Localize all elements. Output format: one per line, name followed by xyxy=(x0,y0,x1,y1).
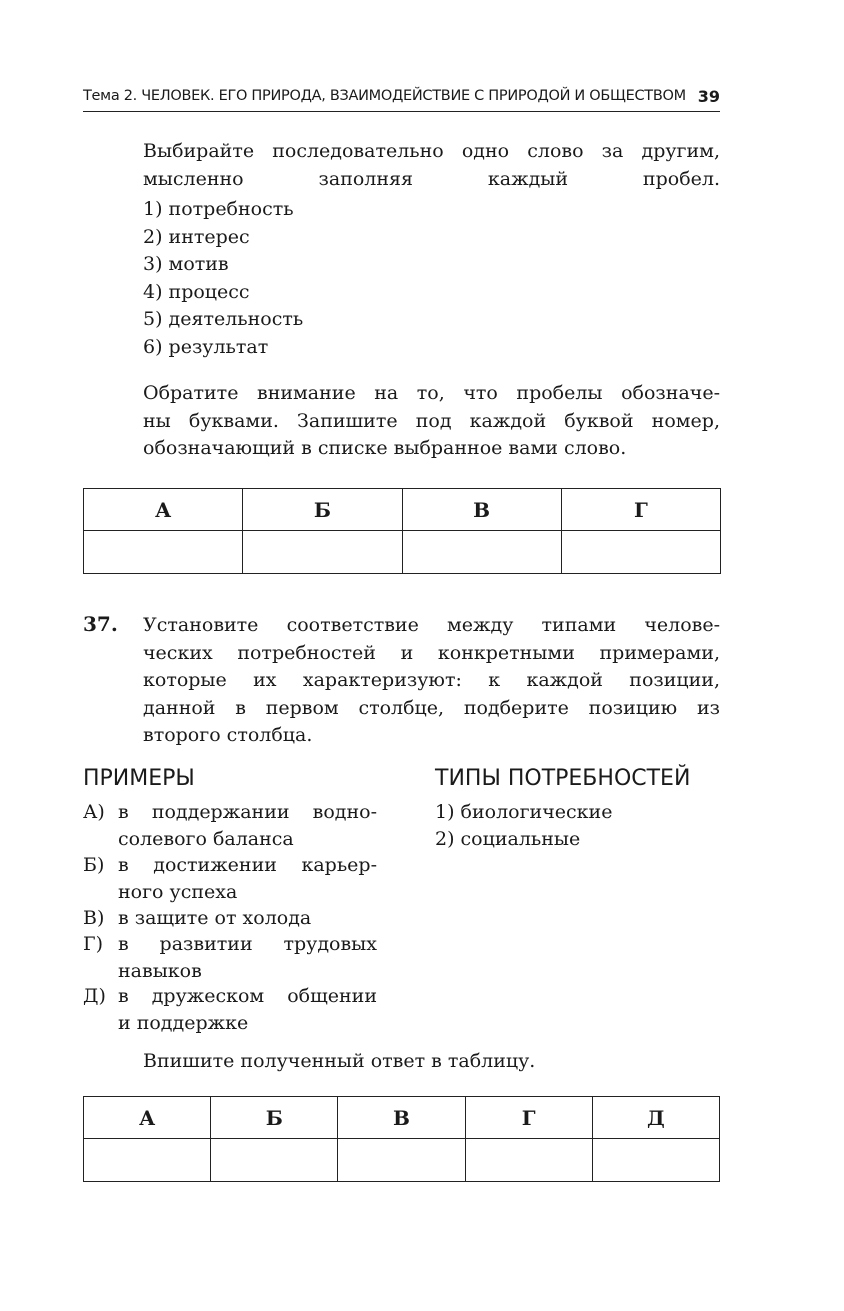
option-item: 2) интерес xyxy=(143,225,250,248)
answer-cell[interactable] xyxy=(84,531,243,574)
page-number: 39 xyxy=(697,87,720,106)
answer-cell[interactable] xyxy=(561,531,720,574)
answer-table-1 xyxy=(83,488,721,574)
task-number: 37. xyxy=(83,612,118,636)
table-header-cell: А xyxy=(84,1097,211,1139)
instruction-text: Впишите полученный ответ в таблицу. xyxy=(143,1050,536,1072)
table-header-cell: А xyxy=(84,489,243,531)
table-header-cell: Б xyxy=(243,489,402,531)
type-item: 1) биологические xyxy=(435,801,613,823)
option-item: 5) деятельность xyxy=(143,308,304,331)
example-item-v: В) в защите от холода xyxy=(83,907,312,929)
answer-cell[interactable] xyxy=(592,1139,719,1182)
intro-paragraph: Выбирайте последовательно одно слово за другим, мысленно заполняя каждый пробел. xyxy=(143,140,720,190)
answer-cell[interactable] xyxy=(211,1139,338,1182)
option-item: 1) потребность xyxy=(143,198,294,220)
example-item-g: Г) в развитии трудовых навыков xyxy=(83,933,377,982)
option-item: 4) процесс xyxy=(143,280,250,303)
table-header-cell: Г xyxy=(561,489,720,531)
table-header-cell: Б xyxy=(211,1097,338,1139)
type-item: 2) социальные xyxy=(435,828,581,850)
table-header-cell: Г xyxy=(465,1097,592,1139)
example-item-d: Д) в дружеском общении и поддержке xyxy=(83,985,377,1034)
answer-cell[interactable] xyxy=(402,531,561,574)
answer-table-2 xyxy=(83,1096,720,1182)
page-header xyxy=(83,86,720,112)
examples-heading: ПРИМЕРЫ xyxy=(83,766,195,791)
answer-cell[interactable] xyxy=(243,531,402,574)
options-list xyxy=(143,196,303,362)
types-heading: ТИПЫ ПОТРЕБНОСТЕЙ xyxy=(435,766,691,791)
answer-cell[interactable] xyxy=(338,1139,465,1182)
option-item: 6) результат xyxy=(143,335,269,358)
table-header-cell: В xyxy=(338,1097,465,1139)
example-item-a: А) в поддержании водно- солевого баланса xyxy=(83,801,377,850)
task-37-text: Установите соответствие между типами челове- ческих потребностей и конкретными примерами, которые их характеризуют: к каждой позиции, данной в первом столбце, подберите позицию из второго столбца. xyxy=(143,614,720,746)
note-paragraph: Обратите внимание на то, что пробелы обозначе- ны буквами. Запишите под каждой буквой номер, обозначающий в списке выбранное вами слово. xyxy=(143,382,720,459)
running-title: Тема 2. ЧЕЛОВЕК. ЕГО ПРИРОДА, ВЗАИМОДЕЙСТВИЕ С ПРИРОДОЙ И ОБЩЕСТВОМ xyxy=(83,88,686,104)
table-header-cell: Д xyxy=(592,1097,719,1139)
table-header-cell: В xyxy=(402,489,561,531)
option-item: 3) мотив xyxy=(143,253,229,276)
answer-cell[interactable] xyxy=(84,1139,211,1182)
example-item-b: Б) в достижении карьер- ного успеха xyxy=(83,854,377,903)
answer-cell[interactable] xyxy=(465,1139,592,1182)
